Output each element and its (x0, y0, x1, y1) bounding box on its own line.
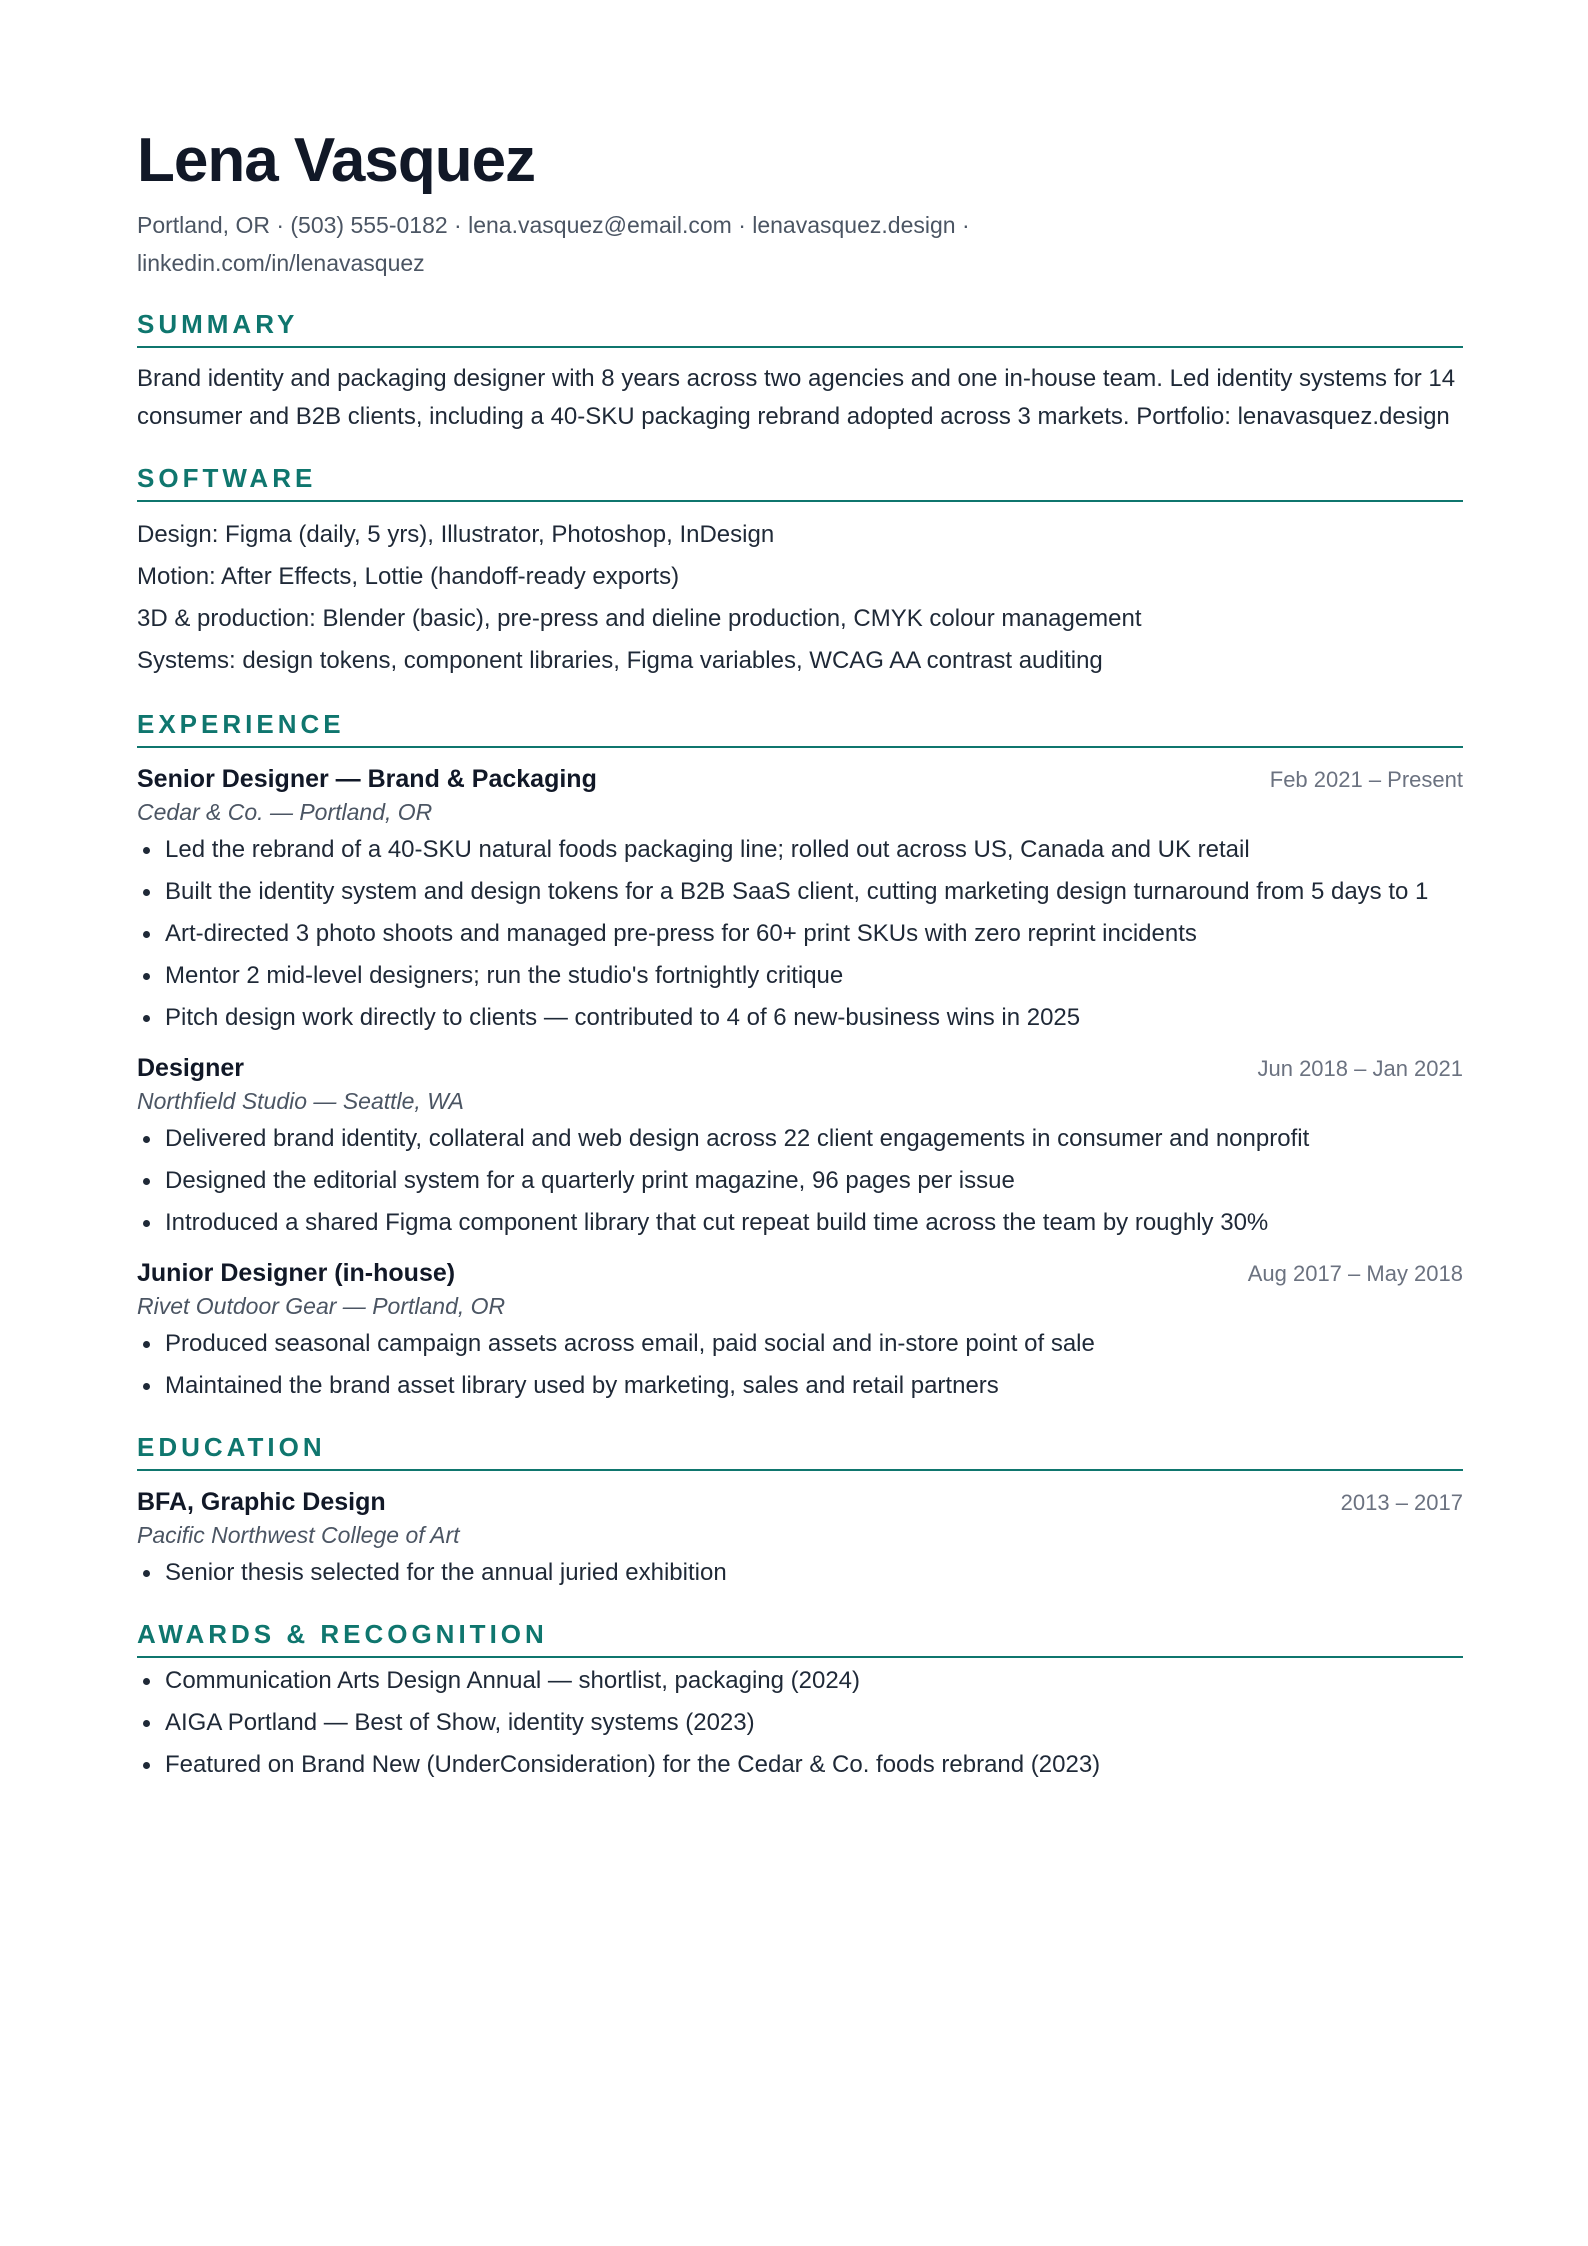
job-header (137, 762, 1463, 797)
experience-section (137, 704, 1463, 1405)
job-dates: Feb 2021 – Present (1269, 767, 1463, 792)
job-entry (137, 1051, 1463, 1242)
bullet-text: Built the identity system and design tokens for a B2B SaaS client, cutting marketing design turnaround from 5 days to 1 (165, 878, 1429, 905)
section-title-awards: AWARDS & RECOGNITION (137, 1614, 1463, 1658)
bullet-text: Led the rebrand of a 40-SKU natural foods packaging line; rolled out across US, Canada and UK retail (165, 836, 1250, 863)
bullet-dot-icon (143, 1383, 150, 1390)
bullet-dot-icon (143, 1570, 150, 1577)
job-title: Designer (137, 1054, 244, 1082)
bullet-dot-icon (143, 889, 150, 896)
list-item (137, 1162, 1463, 1200)
summary-section (137, 304, 1463, 436)
education-header (137, 1485, 1463, 1520)
bullet-text: Art-directed 3 photo shoots and managed pre-press for 60+ print SKUs with zero reprint incidents (165, 920, 1197, 947)
job-entry (137, 762, 1463, 1037)
section-title-summary: SUMMARY (137, 304, 1463, 348)
bullet-dot-icon (143, 1220, 150, 1227)
software-section (137, 458, 1463, 682)
job-header (137, 1051, 1463, 1086)
list-item (137, 873, 1463, 911)
bullet-dot-icon (143, 847, 150, 854)
software-line: Systems: design tokens, component libraries, Figma variables, WCAG AA contrast auditing (137, 647, 1103, 674)
section-title-education: EDUCATION (137, 1427, 1463, 1471)
bullet-dot-icon (143, 1720, 150, 1727)
job-dates: Aug 2017 – May 2018 (1247, 1261, 1463, 1286)
candidate-name: Lena Vasquez (137, 126, 536, 195)
job-organization: Rivet Outdoor Gear — Portland, OR (137, 1293, 506, 1319)
bullet-text: Communication Arts Design Annual — shortlist, packaging (2024) (165, 1667, 861, 1694)
job-entry (137, 1256, 1463, 1405)
education-dates: 2013 – 2017 (1340, 1490, 1463, 1515)
list-item (137, 957, 1463, 995)
bullet-dot-icon (143, 1678, 150, 1685)
job-title: Junior Designer (in-house) (137, 1259, 456, 1287)
software-line: 3D & production: Blender (basic), pre-press and dieline production, CMYK colour management (137, 605, 1142, 632)
list-item (137, 1554, 1463, 1592)
bullet-dot-icon (143, 973, 150, 980)
list-item (137, 1662, 1463, 1700)
bullet-dot-icon (143, 931, 150, 938)
school-name: Pacific Northwest College of Art (137, 1522, 460, 1548)
software-line: Design: Figma (daily, 5 yrs), Illustrator, Photoshop, InDesign (137, 521, 775, 548)
bullet-dot-icon (143, 1015, 150, 1022)
bullet-dot-icon (143, 1136, 150, 1143)
job-organization: Northfield Studio — Seattle, WA (137, 1088, 464, 1114)
list-item (137, 915, 1463, 953)
list-item (137, 999, 1463, 1037)
bullet-text: Mentor 2 mid-level designers; run the studio's fortnightly critique (165, 962, 844, 989)
bullet-dot-icon (143, 1762, 150, 1769)
section-title-software: SOFTWARE (137, 458, 1463, 502)
bullet-text: Introduced a shared Figma component library that cut repeat build time across the team by roughly 30% (165, 1209, 1269, 1236)
awards-section (137, 1614, 1463, 1784)
bullet-text: Pitch design work directly to clients — contributed to 4 of 6 new-business wins in 2025 (165, 1004, 1081, 1031)
bullet-dot-icon (143, 1341, 150, 1348)
job-dates: Jun 2018 – Jan 2021 (1257, 1056, 1463, 1081)
bullet-text: AIGA Portland — Best of Show, identity systems (2023) (165, 1709, 755, 1736)
summary-text: Brand identity and packaging designer with 8 years across two agencies and one in-house team. Led identity systems for 14 consumer and B2B clients, including a 40-SKU packaging rebrand adopted across 3 markets. Portfolio: lenavasquez.design (137, 365, 1456, 430)
awards-list (137, 1662, 1463, 1784)
job-bullets (137, 1325, 1463, 1405)
education-entry (137, 1485, 1463, 1592)
job-header (137, 1256, 1463, 1291)
list-item (137, 1325, 1463, 1363)
bullet-text: Featured on Brand New (UnderConsideration) for the Cedar & Co. foods rebrand (2023) (165, 1751, 1101, 1778)
bullet-text: Senior thesis selected for the annual juried exhibition (165, 1559, 727, 1586)
list-item (137, 1746, 1463, 1784)
list-item (137, 1204, 1463, 1242)
degree-title: BFA, Graphic Design (137, 1488, 386, 1516)
bullet-text: Delivered brand identity, collateral and web design across 22 client engagements in consumer and nonprofit (165, 1125, 1310, 1152)
list-item (137, 1367, 1463, 1405)
list-item (137, 1120, 1463, 1158)
software-list (137, 514, 1463, 682)
job-title: Senior Designer — Brand & Packaging (137, 765, 597, 793)
list-item (137, 1704, 1463, 1742)
bullet-dot-icon (143, 1178, 150, 1185)
software-line: Motion: After Effects, Lottie (handoff-ready exports) (137, 563, 680, 590)
section-title-experience: EXPERIENCE (137, 704, 1463, 748)
bullet-text: Designed the editorial system for a quarterly print magazine, 96 pages per issue (165, 1167, 1015, 1194)
education-bullets (137, 1554, 1463, 1592)
contact-line: Portland, OR · (503) 555-0182 · lena.vasquez@email.com · lenavasquez.design · linkedin.com/in/lenavasquez (137, 212, 970, 276)
job-bullets (137, 831, 1463, 1037)
bullet-text: Maintained the brand asset library used by marketing, sales and retail partners (165, 1372, 999, 1399)
list-item (137, 831, 1463, 869)
job-organization: Cedar & Co. — Portland, OR (137, 799, 433, 825)
bullet-text: Produced seasonal campaign assets across email, paid social and in-store point of sale (165, 1330, 1095, 1357)
job-bullets (137, 1120, 1463, 1242)
education-section (137, 1427, 1463, 1592)
resume-content (137, 124, 1463, 1788)
